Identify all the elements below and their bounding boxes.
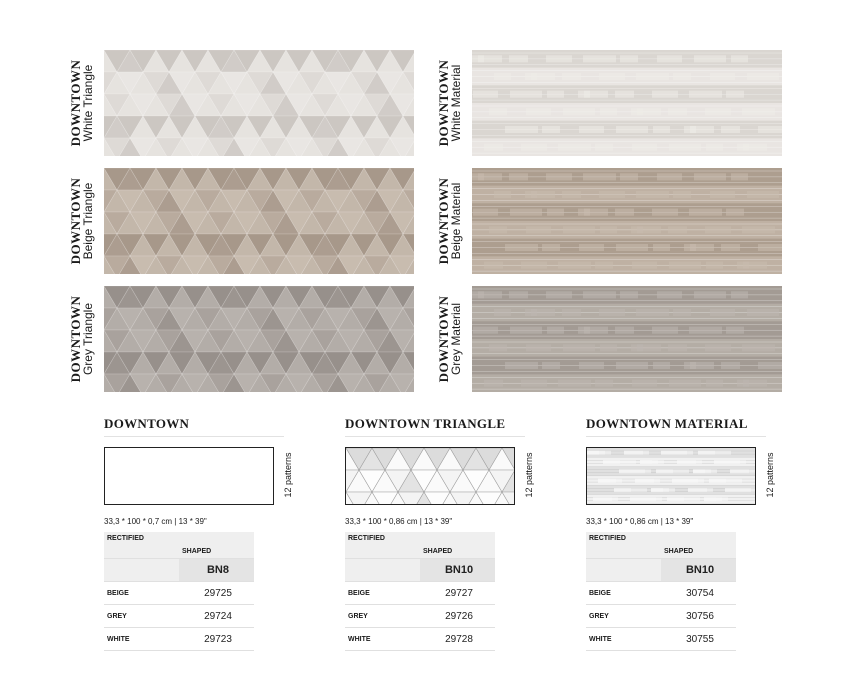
color-label: GREY xyxy=(104,605,179,628)
tile-variant: White Triangle xyxy=(81,64,95,142)
color-label: GREY xyxy=(345,605,420,628)
tile-brand: DOWNTOWN xyxy=(68,295,83,383)
tile-label xyxy=(64,50,100,156)
table-row xyxy=(345,628,495,651)
product-dimensions: 33,3 * 100 * 0,86 cm | 13 * 39" xyxy=(586,517,694,526)
product-downtown xyxy=(104,412,293,651)
tile-brand: DOWNTOWN xyxy=(68,177,83,265)
table-row xyxy=(345,582,495,605)
table-row xyxy=(586,605,736,628)
tile-image xyxy=(472,168,782,274)
color-label: GREY xyxy=(586,605,661,628)
patterns-count: 12 patterns xyxy=(283,452,293,498)
product-code: 29727 xyxy=(420,582,495,605)
tile-variant: Beige Material xyxy=(449,182,463,260)
shaped-label: SHAPED xyxy=(179,532,254,559)
product-swatch xyxy=(345,447,515,505)
product-code: 29728 xyxy=(420,628,495,651)
size-row xyxy=(104,559,254,582)
patterns-count: 12 patterns xyxy=(524,452,534,498)
tile-image xyxy=(472,286,782,392)
size-blank xyxy=(586,559,661,582)
code-table xyxy=(586,532,736,651)
color-label: WHITE xyxy=(345,628,420,651)
table-row xyxy=(345,605,495,628)
tile-variant: White Material xyxy=(449,64,463,142)
size-code: BN10 xyxy=(661,559,736,582)
table-header-row xyxy=(345,532,495,559)
tile-row-beige xyxy=(64,168,784,274)
product-swatch xyxy=(586,447,756,505)
tile-brand: DOWNTOWN xyxy=(436,177,451,265)
table-row xyxy=(104,628,254,651)
tile-image xyxy=(104,286,414,392)
color-label: BEIGE xyxy=(345,582,420,605)
color-label: BEIGE xyxy=(586,582,661,605)
tile-card xyxy=(432,50,784,156)
tile-row-grey xyxy=(64,286,784,392)
patterns-count: 12 patterns xyxy=(765,452,775,498)
tile-label xyxy=(432,50,468,156)
code-table xyxy=(104,532,254,651)
table-row xyxy=(586,628,736,651)
tile-brand: DOWNTOWN xyxy=(68,59,83,147)
tile-label xyxy=(432,168,468,274)
size-code: BN8 xyxy=(179,559,254,582)
tile-brand: DOWNTOWN xyxy=(436,59,451,147)
product-downtown-material xyxy=(586,412,775,651)
rectified-label: RECTIFIED xyxy=(345,532,420,559)
size-blank xyxy=(345,559,420,582)
tile-label xyxy=(64,168,100,274)
tile-card xyxy=(432,168,784,274)
color-label: BEIGE xyxy=(104,582,179,605)
size-row xyxy=(586,559,736,582)
product-code: 29723 xyxy=(179,628,254,651)
code-table xyxy=(345,532,495,651)
tile-card xyxy=(64,50,416,156)
table-row xyxy=(104,582,254,605)
shaped-label: SHAPED xyxy=(420,532,495,559)
product-swatch xyxy=(104,447,274,505)
product-code: 30755 xyxy=(661,628,736,651)
size-row xyxy=(345,559,495,582)
product-title: DOWNTOWN TRIANGLE xyxy=(345,412,525,437)
tile-card xyxy=(64,286,416,392)
rectified-label: RECTIFIED xyxy=(586,532,661,559)
tile-image xyxy=(104,50,414,156)
tile-row-white xyxy=(64,50,784,156)
size-blank xyxy=(104,559,179,582)
product-code: 29725 xyxy=(179,582,254,605)
color-label: WHITE xyxy=(586,628,661,651)
tile-card xyxy=(64,168,416,274)
table-header-row xyxy=(104,532,254,559)
swatch-area xyxy=(104,447,294,505)
tile-label xyxy=(64,286,100,392)
product-code: 29726 xyxy=(420,605,495,628)
table-row xyxy=(586,582,736,605)
product-code: 30754 xyxy=(661,582,736,605)
product-downtown-triangle xyxy=(345,412,534,651)
shaped-label: SHAPED xyxy=(661,532,736,559)
tile-image xyxy=(104,168,414,274)
swatch-area xyxy=(345,447,535,505)
size-code: BN10 xyxy=(420,559,495,582)
rectified-label: RECTIFIED xyxy=(104,532,179,559)
tile-image xyxy=(472,50,782,156)
product-code: 29724 xyxy=(179,605,254,628)
tile-variant: Grey Material xyxy=(449,302,463,376)
color-label: WHITE xyxy=(104,628,179,651)
product-title: DOWNTOWN MATERIAL xyxy=(586,412,766,437)
product-code: 30756 xyxy=(661,605,736,628)
product-dimensions: 33,3 * 100 * 0,86 cm | 13 * 39" xyxy=(345,517,453,526)
table-header-row xyxy=(586,532,736,559)
tile-brand: DOWNTOWN xyxy=(436,295,451,383)
tile-label xyxy=(432,286,468,392)
product-dimensions: 33,3 * 100 * 0,7 cm | 13 * 39" xyxy=(104,517,207,526)
tile-variant: Beige Triangle xyxy=(81,182,95,260)
product-title: DOWNTOWN xyxy=(104,412,284,437)
tile-variant: Grey Triangle xyxy=(81,302,95,376)
swatch-area xyxy=(586,447,776,505)
tile-card xyxy=(432,286,784,392)
table-row xyxy=(104,605,254,628)
